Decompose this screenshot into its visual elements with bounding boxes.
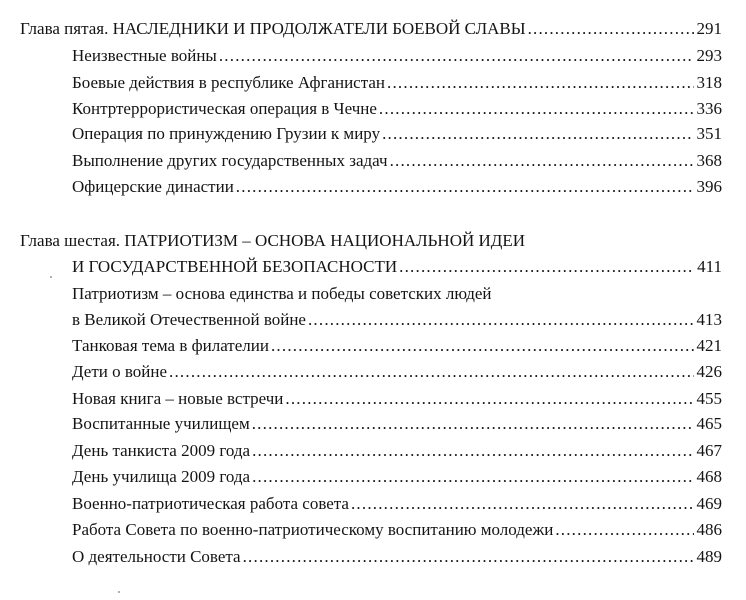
entry-title: Боевые действия в республике Афганистан xyxy=(72,73,386,92)
dot-leader xyxy=(169,362,693,382)
page-number: 469 xyxy=(696,494,722,513)
entry-title: Новая книга – новые встречи xyxy=(72,389,284,408)
dot-leader xyxy=(308,310,694,330)
dot-leader xyxy=(390,151,694,171)
chapter-five-heading xyxy=(20,19,722,39)
page-number: 291 xyxy=(696,19,722,38)
entry-title: О деятельности Совета xyxy=(72,547,241,566)
dot-leader xyxy=(387,73,693,93)
entry-title: в Великой Отечественной войне xyxy=(72,310,306,329)
entry-title: День танкиста 2009 года xyxy=(72,441,251,460)
entry-title: День училища 2009 года xyxy=(72,467,251,486)
page-number: 468 xyxy=(696,467,722,486)
scan-speck xyxy=(118,591,120,593)
page-number: 413 xyxy=(696,310,722,329)
dot-leader xyxy=(252,467,693,487)
toc-entry xyxy=(72,362,722,382)
page-number: 293 xyxy=(696,46,722,65)
page-number: 421 xyxy=(696,336,722,355)
entry-title: Неизвестные войны xyxy=(72,46,217,65)
entry-title: Военно-патриотическая работа совета xyxy=(72,494,349,513)
entry-title: Дети о войне xyxy=(72,362,168,381)
toc-entry xyxy=(72,467,722,487)
toc-entry xyxy=(72,310,722,330)
page-number: 489 xyxy=(696,547,722,566)
toc-entry xyxy=(72,99,722,119)
dot-leader xyxy=(379,99,694,119)
toc-entry xyxy=(72,441,722,461)
chapter-title: Глава пятая. НАСЛЕДНИКИ И ПРОДОЛЖАТЕЛИ БОЕВОЙ СЛАВЫ xyxy=(20,19,526,38)
dot-leader xyxy=(252,414,694,434)
page-number: 467 xyxy=(696,441,722,460)
toc-entry xyxy=(72,389,722,409)
chapter-six-heading: Глава шестая. ПАТРИОТИЗМ – ОСНОВА НАЦИОНАЛЬНОЙ ИДЕИ xyxy=(20,231,526,250)
toc-entry xyxy=(72,494,722,514)
page-number: 411 xyxy=(697,257,722,276)
page-number: 486 xyxy=(696,520,722,539)
toc-entry xyxy=(72,414,722,434)
chapter-title: И ГОСУДАРСТВЕННОЙ БЕЗОПАСНОСТИ xyxy=(72,257,398,276)
toc-entry xyxy=(72,46,722,66)
dot-leader xyxy=(382,124,693,144)
page-number: 368 xyxy=(696,151,722,170)
page-number: 396 xyxy=(696,177,722,196)
chapter-six-heading-continued xyxy=(72,257,722,277)
page-number: 455 xyxy=(696,389,722,408)
toc-entry xyxy=(72,547,722,567)
dot-leader xyxy=(285,389,693,409)
dot-leader xyxy=(252,441,693,461)
toc-entry xyxy=(72,336,722,356)
entry-title: Выполнение других государственных задач xyxy=(72,151,388,170)
entry-title: Операция по принуждению Грузии к миру xyxy=(72,124,381,143)
dot-leader xyxy=(236,177,694,197)
dot-leader xyxy=(271,336,694,356)
scan-speck xyxy=(50,276,52,278)
entry-title: Контртеррористическая операция в Чечне xyxy=(72,99,377,118)
toc-entry xyxy=(72,177,722,197)
page-number: 465 xyxy=(696,414,722,433)
dot-leader xyxy=(555,520,693,540)
entry-title: Танковая тема в филателии xyxy=(72,336,269,355)
page-number: 318 xyxy=(696,73,722,92)
toc-entry xyxy=(72,73,722,93)
entry-title: Работа Совета по военно-патриотическому воспитанию молодежи xyxy=(72,520,554,539)
dot-leader xyxy=(528,19,694,39)
page-number: 351 xyxy=(696,124,722,143)
page-number: 336 xyxy=(696,99,722,118)
toc-entry xyxy=(72,124,722,144)
entry-title: Офицерские династии xyxy=(72,177,234,196)
entry-title-first-line: Патриотизм – основа единства и победы советских людей xyxy=(72,284,492,303)
dot-leader xyxy=(219,46,694,66)
entry-title: Воспитанные училищем xyxy=(72,414,250,433)
dot-leader xyxy=(351,494,694,514)
toc-entry xyxy=(72,151,722,171)
dot-leader xyxy=(399,257,694,277)
dot-leader xyxy=(243,547,694,567)
page-number: 426 xyxy=(696,362,722,381)
toc-entry xyxy=(72,520,722,540)
